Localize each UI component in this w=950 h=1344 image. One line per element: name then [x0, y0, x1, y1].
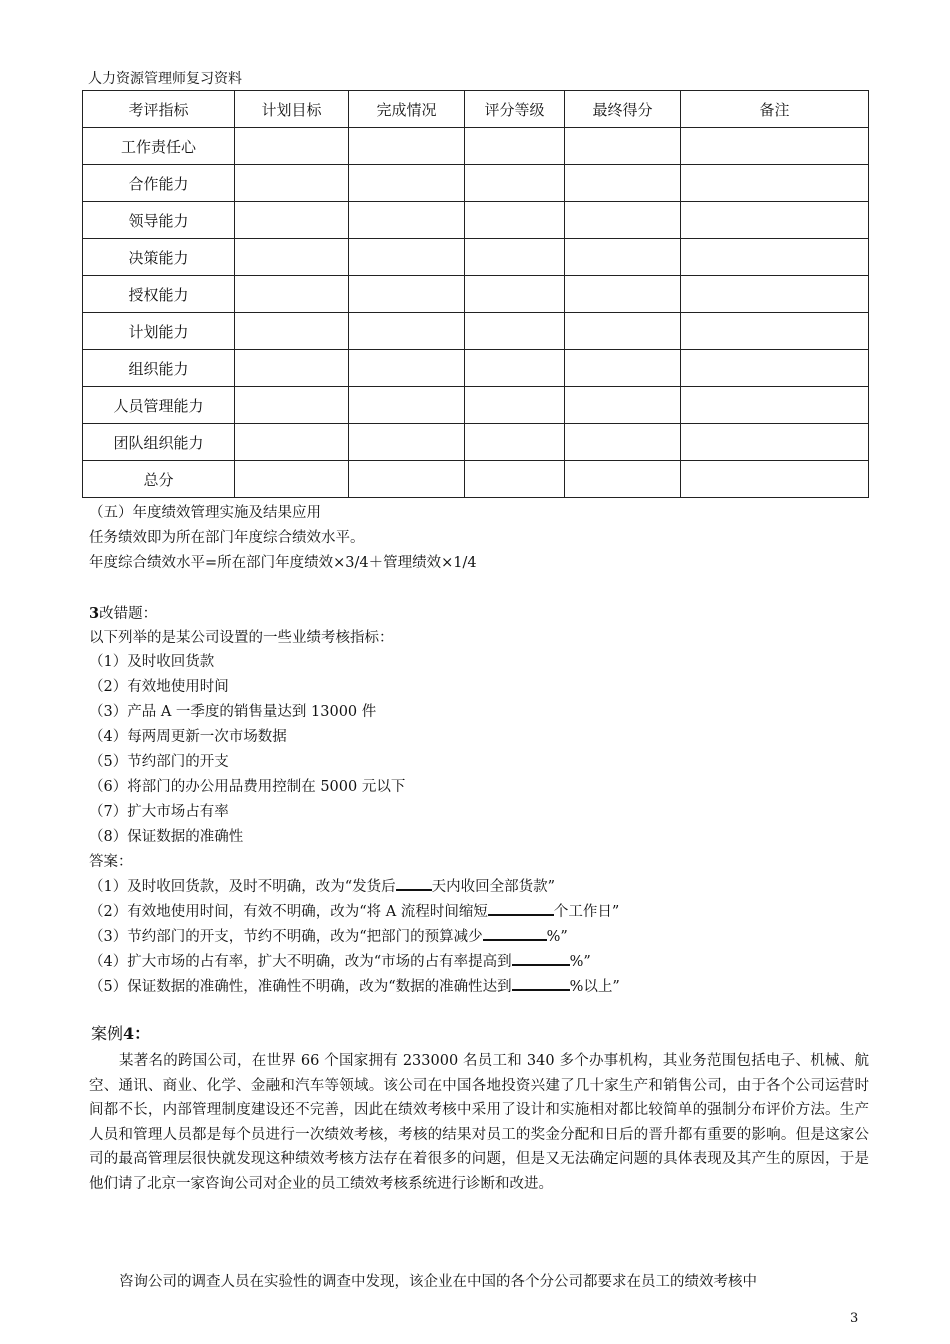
table-row [83, 461, 869, 498]
indicator-cell: 合作能力 [83, 165, 235, 202]
indicator-cell: 决策能力 [83, 239, 235, 276]
empty-cell [465, 128, 565, 165]
indicator-cell: 工作责任心 [83, 128, 235, 165]
empty-cell [465, 387, 565, 424]
table-header-row [83, 91, 869, 128]
table-row [83, 165, 869, 202]
table-row [83, 313, 869, 350]
table-row [83, 350, 869, 387]
empty-cell [465, 313, 565, 350]
empty-cell [465, 461, 565, 498]
column-header: 计划目标 [235, 91, 349, 128]
empty-cell [235, 202, 349, 239]
case-number: 4： [123, 1024, 151, 1043]
empty-cell [681, 387, 869, 424]
fill-blank [488, 900, 554, 916]
column-header: 评分等级 [465, 91, 565, 128]
answer-text: 个工作日” [553, 904, 620, 920]
question-number: 3 [89, 605, 100, 622]
indicator-cell: 计划能力 [83, 313, 235, 350]
empty-cell [349, 387, 465, 424]
list-item: （7）扩大市场占有率 [89, 804, 229, 820]
empty-cell [681, 313, 869, 350]
list-item: （1）及时收回货款 [89, 654, 215, 670]
table-row [83, 202, 869, 239]
empty-cell [565, 350, 681, 387]
fill-blank [483, 925, 547, 941]
empty-cell [565, 202, 681, 239]
list-item: （8）保证数据的准确性 [89, 829, 244, 845]
empty-cell [565, 387, 681, 424]
answer-line [89, 950, 591, 975]
running-header: 人力资源管理师复习资料 [88, 70, 864, 91]
column-header: 备注 [681, 91, 869, 128]
fill-blank [396, 875, 432, 891]
section-heading: （五）年度绩效管理实施及结果应用 [89, 505, 321, 521]
empty-cell [465, 276, 565, 313]
empty-cell [681, 350, 869, 387]
answer-text: %” [569, 954, 591, 970]
empty-cell [235, 387, 349, 424]
answer-text: （1）及时收回货款，及时不明确，改为“发货后 [89, 879, 396, 895]
empty-cell [565, 239, 681, 276]
answer-line [89, 925, 568, 950]
answer-line [89, 875, 555, 900]
empty-cell [349, 350, 465, 387]
empty-cell [681, 128, 869, 165]
empty-cell [235, 276, 349, 313]
empty-cell [681, 239, 869, 276]
empty-cell [235, 165, 349, 202]
empty-cell [349, 313, 465, 350]
empty-cell [565, 313, 681, 350]
question-intro: 以下列举的是某公司设置的一些业绩考核指标： [89, 630, 394, 646]
empty-cell [681, 424, 869, 461]
empty-cell [235, 424, 349, 461]
case-paragraph: 某著名的跨国公司，在世界 66 个国家拥有 233000 名员工和 340 多个办事机构，其业务范围包括电子、机械、航空、通讯、商业、化学、金融和汽车等领域。该公司在中国各地投资兴建了几十家生产和销售公司，由于各个公司运营时间都不长，内部管理制度建设还不完善，因此在绩效考核中采用了设计和实施相对都比较简单的强制分布评价方法。生产人员和管理人员都是每个员进行一次绩效考核，考核的结果对员工的奖金分配和日后的晋升都有重要的影响。但是这家公司的最高管理层很快就发现这种绩效考核方法存在着很多的问题，但是又无法确定问题的具体表现及其产生的原因，于是他们请了北京一家咨询公司对企业的员工绩效考核系统进行诊断和改进。 [89, 1053, 869, 1192]
empty-cell [465, 165, 565, 202]
empty-cell [235, 350, 349, 387]
answer-text: （4）扩大市场的占有率，扩大不明确，改为“市场的占有率提高到 [89, 954, 512, 970]
empty-cell [681, 165, 869, 202]
answer-text: （2）有效地使用时间，有效不明确，改为“将 A 流程时间缩短 [89, 904, 488, 920]
table-row [83, 424, 869, 461]
body-line: 任务绩效即为所在部门年度综合绩效水平。 [89, 530, 365, 546]
empty-cell [235, 128, 349, 165]
column-header: 考评指标 [83, 91, 235, 128]
table-row [83, 387, 869, 424]
empty-cell [565, 461, 681, 498]
table-row [83, 128, 869, 165]
empty-cell [349, 461, 465, 498]
fill-blank [512, 950, 570, 966]
indicator-cell: 总分 [83, 461, 235, 498]
case-title-text: 案例 [91, 1024, 124, 1043]
answer-text: （5）保证数据的准确性，准确性不明确，改为“数据的准确性达到 [89, 979, 512, 995]
empty-cell [465, 424, 565, 461]
list-item: （4）每两周更新一次市场数据 [89, 729, 287, 745]
evaluation-table [82, 90, 869, 498]
answer-text: 天内收回全部货款” [431, 879, 556, 895]
list-item: （2）有效地使用时间 [89, 679, 229, 695]
list-item: （3）产品 A 一季度的销售量达到 13000 件 [89, 704, 377, 720]
column-header: 完成情况 [349, 91, 465, 128]
case-paragraph: 咨询公司的调查人员在实验性的调查中发现，该企业在中国的各个分公司都要求在员工的绩效考核中 [119, 1274, 757, 1290]
empty-cell [349, 424, 465, 461]
answer-label: 答案： [89, 854, 133, 870]
table-row [83, 276, 869, 313]
empty-cell [681, 276, 869, 313]
page-number: 3 [850, 1311, 859, 1326]
indicator-cell: 组织能力 [83, 350, 235, 387]
empty-cell [235, 239, 349, 276]
empty-cell [349, 165, 465, 202]
empty-cell [681, 461, 869, 498]
empty-cell [565, 424, 681, 461]
empty-cell [235, 461, 349, 498]
empty-cell [235, 313, 349, 350]
list-item: （6）将部门的办公用品费用控制在 5000 元以下 [89, 779, 406, 795]
question-title [89, 601, 157, 627]
question-title-text: 改错题： [99, 606, 158, 622]
empty-cell [349, 239, 465, 276]
formula-line: 年度综合绩效水平=所在部门年度绩效×3/4＋管理绩效×1/4 [89, 555, 477, 571]
fill-blank [512, 975, 570, 991]
empty-cell [565, 276, 681, 313]
empty-cell [349, 202, 465, 239]
answer-text: %” [546, 929, 568, 945]
empty-cell [465, 239, 565, 276]
empty-cell [465, 202, 565, 239]
indicator-cell: 领导能力 [83, 202, 235, 239]
indicator-cell: 授权能力 [83, 276, 235, 313]
answer-text: （3）节约部门的开支，节约不明确，改为“把部门的预算减少 [89, 929, 483, 945]
answer-line [89, 975, 620, 1000]
empty-cell [349, 128, 465, 165]
empty-cell [565, 128, 681, 165]
indicator-cell: 团队组织能力 [83, 424, 235, 461]
column-header: 最终得分 [565, 91, 681, 128]
empty-cell [565, 165, 681, 202]
list-item: （5）节约部门的开支 [89, 754, 229, 770]
answer-text: %以上” [569, 979, 620, 995]
indicator-cell: 人员管理能力 [83, 387, 235, 424]
answer-line [89, 900, 619, 925]
empty-cell [349, 276, 465, 313]
empty-cell [681, 202, 869, 239]
case-title [91, 1022, 150, 1046]
empty-cell [465, 350, 565, 387]
table-row [83, 239, 869, 276]
